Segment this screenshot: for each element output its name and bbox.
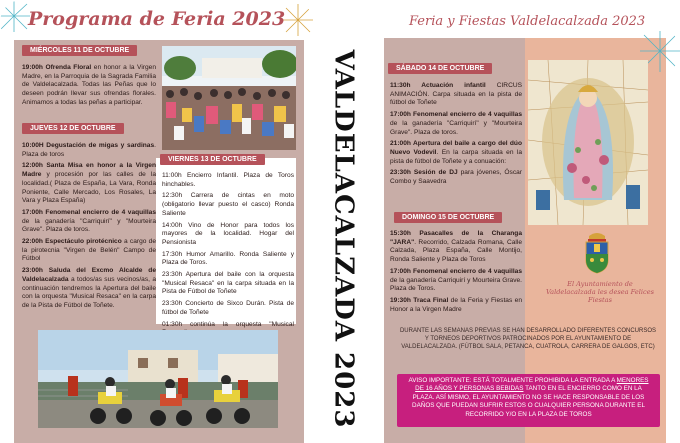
- ayuntamiento-greeting: El Ayuntamiento de Valdelacalzada les desea Felices Fiestas: [546, 280, 654, 304]
- day-header-thursday: JUEVES 12 DE OCTUBRE: [22, 123, 124, 134]
- event-detail: de la ganadería "Carriquirí" y "Mourteira Grave". Plaza de toros.: [22, 217, 156, 234]
- tournaments-notice: DURANTE LAS SEMANAS PREVIAS SE HAN DESARROLLADO DIFERENTES CONCURSOS Y TORNEOS DEPORTIVOS PATROCINADOS POR EL AYUNTAMIENTO DE VALDELACALZADA. (FÚTBOL SALA, PETANCA, CUATROLA, CARRERA DE GALGOS, ETC): [399, 328, 657, 350]
- warning-underlined-text: MENORES DE 16 AÑOS Y PERSONAS BEBIDAS: [415, 377, 649, 393]
- event-detail: de la ganadería Carriquirí y Mourteira Grave. Plaza de Toros.: [390, 276, 522, 293]
- event-item: [390, 169, 522, 186]
- crowd-photo: [162, 46, 296, 150]
- saturday-events: [390, 82, 522, 190]
- event-time-title: 19:30h Traca Final: [390, 296, 449, 304]
- virgin-mosaic-artwork: [528, 60, 648, 225]
- event-item: [390, 111, 522, 137]
- vertical-town-title: [318, 36, 368, 441]
- event-item: 12:30h Carrera de cintas en moto (obligatorio llevar puesto el casco) Ronda Saliente: [162, 192, 294, 217]
- fiestas-title: Feria y Fiestas Valdelacalzada 2023: [409, 14, 646, 29]
- event-time-title: 17:00h Fenomenal encierro de 4 vaquillas: [390, 267, 522, 275]
- warning-text: AVISO IMPORTANTE: ESTÁ TOTALMENTE PROHIBIDA LA ENTRADA A: [408, 377, 617, 384]
- event-item: 23:30h Concierto de Sixco Durán. Pista de fútbol de Toñete: [162, 300, 294, 316]
- event-item: [390, 268, 522, 294]
- event-item: [390, 140, 522, 166]
- warning-text: TANTO EN EL ENCIERRO COMO EN LA PLAZA. ASÍ MISMO, EL AYUNTAMIENTO NO SE HACE RESPONSABLE DE LOS DAÑOS QUE PUEDAN SUFRIR ESTOS O CUALQUIER PERSONA DURANTE EL RECORRIDO Y/O EN LA PLAZA DE TOROS: [412, 385, 645, 418]
- event-item: [22, 238, 156, 264]
- event-detail: a cargo de la pirotecnia "Virgen de Belén" Campo de Fútbol: [22, 238, 156, 263]
- event-detail: CIRCUS ANIMACIÓN. Carpa situada en la pista de fútbol de Toñete: [390, 82, 522, 107]
- event-item: [390, 82, 522, 108]
- day-header-sunday: DOMINGO 15 DE OCTUBRE: [394, 212, 502, 223]
- event-detail: a todos/as sus vecinos/as, a continuación tendremos la Apertura del baile con la orquesta "Musical Resaca" en la carpa de la Pista de Fútbol de Toñete.: [22, 275, 156, 309]
- event-item: [22, 267, 156, 311]
- event-time-title: 23:00h Saluda del Excmo Alcalde de Valdelacalzada: [22, 267, 156, 283]
- event-item: 23:30h Apertura del baile con la orquesta "Musical Resaca" en la carpa situada en la Pista de Fútbol de Toñete: [162, 271, 294, 296]
- day-header-friday: VIERNES 13 DE OCTUBRE: [160, 154, 265, 165]
- event-item: [390, 297, 522, 314]
- event-time-title: 12:00h Santa Misa en honor a la Virgen Madre: [22, 162, 156, 179]
- event-item: 17:30h Humor Amarillo. Ronda Saliente y Plaza de Toros.: [162, 250, 294, 267]
- event-item: 01:30h continúa la orquesta "Musical: [162, 320, 294, 328]
- event-detail: en honor a la Virgen Madre, en la Parroquia de la Sagrada Familia de Valdelacalzada. Todas las Peñas que lo deseen podrán llevar sus ofrendas florales. Animamos a todas las peñas a participar.: [22, 64, 156, 106]
- event-time-title: 17:00h Fenomenal encierro de 4 vaquillas: [390, 111, 522, 119]
- event-detail: de la Feria y Fiestas en Honor a la Virgen Madre: [390, 296, 522, 313]
- event-time-title: 23:30h Sesión de DJ: [390, 169, 458, 177]
- important-warning: [397, 374, 660, 427]
- event-item: 14:00h Vino de Honor para todos los mayores de la localidad. Hogar del Pensionista: [162, 221, 294, 246]
- event-detail: y procesión por las calles de la localidad.( Plaza de España, La Vara, Ronda Poniente, Calle Mercado, Los Rosales, La Vara y Plaza España): [22, 171, 156, 205]
- event-detail: para jóvenes, Óscar Combo y Saavedra: [390, 169, 522, 186]
- thursday-events: [22, 142, 156, 314]
- event-time-title: 19:00h Ofrenda Floral: [22, 64, 92, 71]
- motorbike-parade-photo: [38, 330, 278, 428]
- friday-events: [162, 172, 294, 341]
- event-time-title: 15:30h Pasacalles de la Charanga "JARA": [390, 230, 522, 246]
- event-detail: . Plaza de toros: [22, 142, 156, 158]
- wednesday-events: [22, 64, 156, 111]
- event-detail: . En la carpa situada en la pista de fútbol de Toñete y a conuación:: [390, 148, 522, 165]
- day-header-saturday: SÁBADO 14 DE OCTUBRE: [388, 63, 492, 74]
- vertical-title-text: VALDELACALZADA 2023: [328, 49, 358, 428]
- event-item: [22, 162, 156, 206]
- event-item: 11:00h Encierro Infantil. Plaza de Toros hinchables.: [162, 172, 294, 188]
- event-item: [22, 209, 156, 235]
- event-time-title: 22:00h Espectáculo pirotécnico: [22, 238, 122, 246]
- event-time-title: 21:00h Apertura del baile a cargo del dúo Nuevo Vodevil: [390, 140, 522, 156]
- event-detail: . Recorrido, Calzada Romana, Calle Calzada, Plaza España, Calle Montijo, Ronda Saliente y Plaza de Toros: [390, 238, 522, 264]
- event-detail: de la ganadería "Carriquirí" y "Mourteira Grave". Plaza de toros.: [390, 119, 522, 136]
- event-time-title: 10:00H Degustación de migas y sardinas: [22, 142, 155, 149]
- event-item: [22, 64, 156, 108]
- sunday-events: [390, 230, 522, 317]
- coat-of-arms-icon: [583, 230, 611, 274]
- event-item: [22, 142, 156, 159]
- event-time-title: 17:00h Fenomenal encierro de 4 vaquillas: [22, 208, 156, 216]
- event-item: [390, 230, 522, 265]
- day-header-wednesday: MIÉRCOLES 11 DE OCTUBRE: [22, 45, 137, 56]
- event-time-title: 11:30h Actuación infantil: [390, 82, 486, 89]
- program-title: Programa de Feria 2023: [28, 8, 286, 30]
